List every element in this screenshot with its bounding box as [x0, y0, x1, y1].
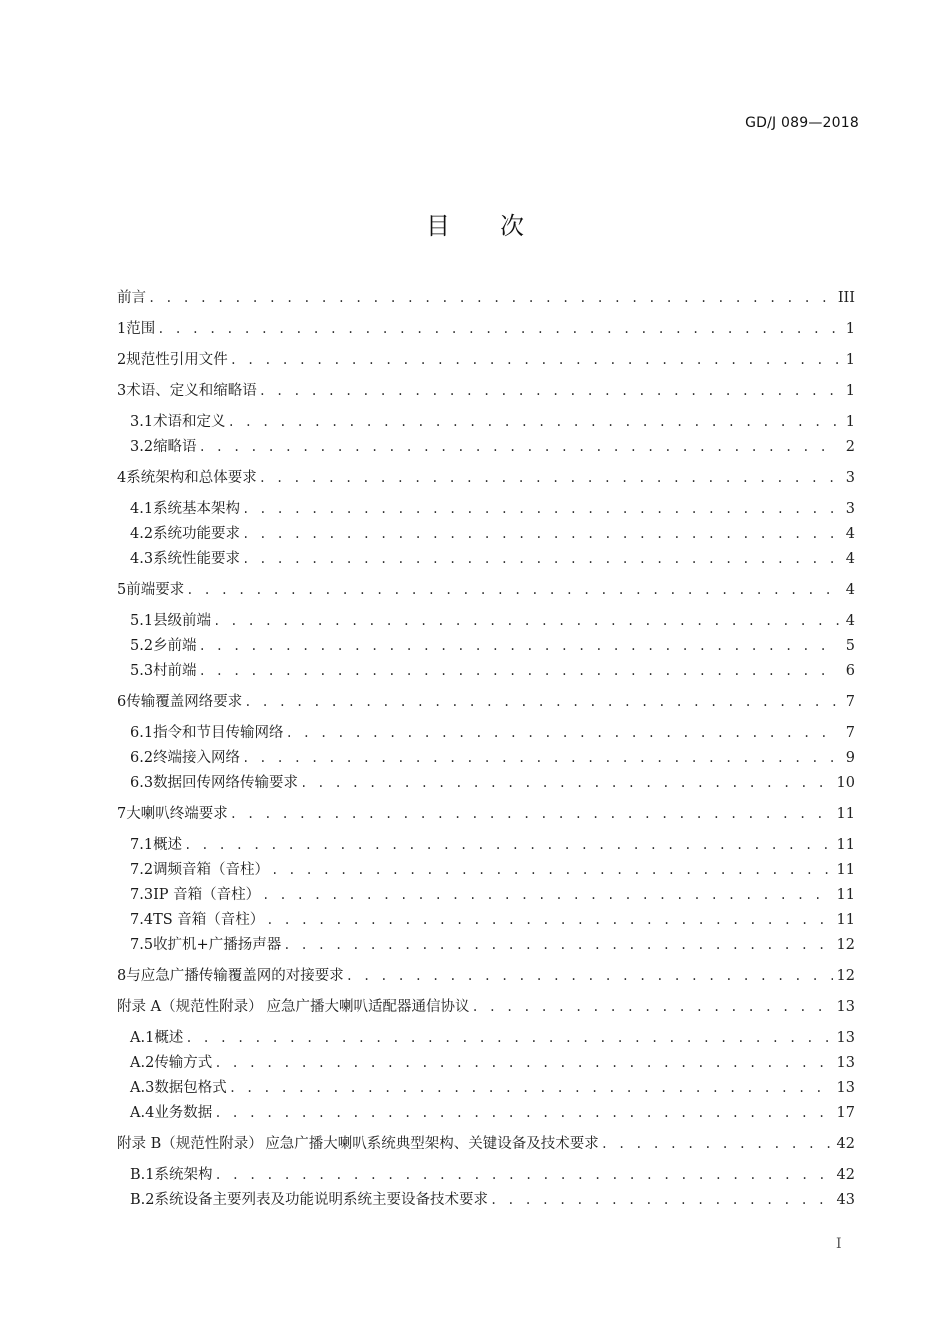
toc-entry-number: 5.1 [130, 613, 154, 629]
toc-entry-number: 5.3 [130, 663, 154, 679]
toc-entry[interactable] [130, 1077, 855, 1099]
dot-leader [228, 411, 839, 433]
toc-entry[interactable] [117, 996, 855, 1018]
toc-entry-number: 3.1 [130, 414, 154, 430]
toc-entry-page: 11 [836, 806, 855, 822]
toc-entry[interactable] [117, 1133, 855, 1155]
toc-entry[interactable] [117, 467, 855, 489]
toc-entry[interactable] [117, 803, 855, 825]
toc-entry[interactable] [130, 772, 855, 794]
dot-leader [230, 349, 839, 371]
toc-entry-title: IP 音箱（音柱） [153, 887, 261, 903]
toc-entry-page: 7 [845, 694, 855, 710]
toc-entry[interactable] [130, 1164, 855, 1186]
dot-leader [242, 523, 839, 545]
toc-entry[interactable] [130, 1052, 855, 1074]
toc-entry-page: 5 [845, 638, 855, 654]
toc-entry-title: 范围 [126, 321, 156, 337]
toc-entry[interactable] [130, 610, 855, 632]
toc-entry-page: 42 [836, 1167, 855, 1183]
toc-entry-title: 概述 [153, 837, 183, 853]
toc-entry-title: 规范性引用文件 [126, 352, 228, 368]
toc-entry-number: 1 [117, 321, 127, 337]
toc-entry-page: 11 [836, 862, 855, 878]
dot-leader [229, 1077, 833, 1099]
page-title [0, 206, 950, 241]
toc-entry-title: 传输方式 [154, 1055, 213, 1071]
toc-entry-title: 系统架构 [154, 1167, 213, 1183]
dot-leader [185, 1027, 832, 1049]
toc-entry-page: 17 [836, 1105, 855, 1121]
toc-entry-number: 4.3 [130, 551, 154, 567]
toc-entry-number: 7.3 [130, 887, 154, 903]
toc-entry-page: 1 [845, 414, 855, 430]
toc-entry-number: 6 [117, 694, 127, 710]
toc-entry-page: 11 [836, 912, 855, 928]
toc-entry[interactable] [130, 934, 855, 956]
toc-entry-title: 指令和节目传输网络 [153, 725, 284, 741]
toc-entry-title: 业务数据 [154, 1105, 213, 1121]
toc-entry-title: 术语和定义 [153, 414, 226, 430]
toc-entry-number: 6.2 [130, 750, 154, 766]
dot-leader [601, 1133, 833, 1155]
dot-leader [157, 318, 839, 340]
toc-entry-number: 5.2 [130, 638, 154, 654]
dot-leader [266, 909, 832, 931]
toc-entry[interactable] [130, 660, 855, 682]
toc-entry[interactable] [130, 884, 855, 906]
dot-leader [283, 934, 832, 956]
toc-entry-number: 附录 A（规范性附录） [117, 999, 263, 1015]
toc-entry-title: 系统架构和总体要求 [126, 470, 257, 486]
toc-entry[interactable] [130, 635, 855, 657]
toc-entry-number: 7.5 [130, 937, 154, 953]
toc-entry-page: 10 [836, 775, 855, 791]
toc-entry-title: TS 音箱（音柱） [153, 912, 265, 928]
toc-entry-page: 11 [836, 837, 855, 853]
dot-leader [199, 635, 839, 657]
toc-entry-number: 8 [117, 968, 127, 984]
toc-entry-number: 7.4 [130, 912, 154, 928]
title-char-2: 次 [500, 212, 524, 240]
dot-leader [271, 859, 832, 881]
toc-entry-title: 数据回传网络传输要求 [153, 775, 299, 791]
dot-leader [214, 1102, 832, 1124]
toc-entry-page: 4 [845, 582, 855, 598]
dot-leader [148, 287, 834, 309]
toc-entry-page: 13 [836, 1080, 855, 1096]
toc-entry-title: 大喇叭终端要求 [126, 806, 228, 822]
toc-entry-title: 系统性能要求 [153, 551, 241, 567]
toc-entry-number: 7 [117, 806, 127, 822]
toc-entry-number: B.2 [130, 1192, 155, 1208]
toc-entry-page: 2 [845, 439, 855, 455]
toc-entry-title: 收扩机+广播扬声器 [153, 937, 282, 953]
toc-entry-title: 应急广播大喇叭系统典型架构、关键设备及技术要求 [265, 1136, 599, 1152]
toc-entry[interactable] [130, 548, 855, 570]
dot-leader [472, 996, 833, 1018]
toc-entry-number: 6.3 [130, 775, 154, 791]
toc-entry-number: 6.1 [130, 725, 154, 741]
toc-entry[interactable] [130, 1189, 855, 1211]
toc-entry[interactable] [117, 318, 855, 340]
toc-entry-title: 前言 [117, 290, 146, 306]
toc-entry[interactable] [130, 1102, 855, 1124]
toc-entry-page: 12 [836, 937, 855, 953]
toc-entry-number: A.1 [130, 1030, 155, 1046]
toc-entry-number: 3.2 [130, 439, 154, 455]
toc-entry[interactable] [117, 691, 855, 713]
toc-entry-title: 村前端 [153, 663, 197, 679]
toc-entry-page: 9 [845, 750, 855, 766]
toc-entry-page: 4 [845, 526, 855, 542]
toc-entry-title: 系统设备主要列表及功能说明系统主要设备技术要求 [154, 1192, 488, 1208]
toc-entry-page: 6 [845, 663, 855, 679]
toc-entry-page: 7 [845, 725, 855, 741]
dot-leader [259, 467, 839, 489]
toc-entry-title: 前端要求 [126, 582, 185, 598]
toc-entry-title: 概述 [154, 1030, 184, 1046]
dot-leader [215, 1164, 833, 1186]
toc-entry-number: 2 [117, 352, 127, 368]
dot-leader [242, 498, 839, 520]
dot-leader [242, 548, 839, 570]
toc-entry-number: A.4 [130, 1105, 155, 1121]
dot-leader [286, 722, 839, 744]
toc-entry-page: III [837, 290, 855, 306]
toc-entry-page: 42 [836, 1136, 855, 1152]
dot-leader [259, 380, 839, 402]
toc-entry-number: 4.2 [130, 526, 154, 542]
toc-entry[interactable] [130, 436, 855, 458]
toc-entry-number: 4.1 [130, 501, 154, 517]
dot-leader [199, 436, 839, 458]
toc-entry-number: 7.1 [130, 837, 154, 853]
page-number: I [836, 1236, 842, 1252]
toc-entry-title: 缩略语 [153, 439, 197, 455]
dot-leader [213, 610, 839, 632]
toc-entry-title: 调频音箱（音柱） [153, 862, 270, 878]
toc-entry-page: 43 [836, 1192, 855, 1208]
toc-entry-page: 3 [845, 501, 855, 517]
toc-entry[interactable] [130, 747, 855, 769]
toc-entry-page: 13 [836, 999, 855, 1015]
toc-entry-title: 系统基本架构 [153, 501, 241, 517]
dot-leader [300, 772, 832, 794]
toc-entry-title: 系统功能要求 [153, 526, 241, 542]
dot-leader [186, 579, 839, 601]
toc-entry-page: 4 [845, 551, 855, 567]
toc-entry-number: 4 [117, 470, 127, 486]
standard-code: GD/J 089—2018 [745, 115, 859, 131]
toc-entry-title: 县级前端 [153, 613, 212, 629]
toc-entry-number: A.3 [130, 1080, 155, 1096]
toc-entry[interactable] [117, 380, 855, 402]
toc-entry-title: 数据包格式 [154, 1080, 227, 1096]
toc-entry-page: 3 [845, 470, 855, 486]
toc-entry[interactable] [117, 965, 855, 987]
toc-entry-page: 12 [836, 968, 855, 984]
toc-entry-page: 4 [845, 613, 855, 629]
toc-entry-number: 5 [117, 582, 127, 598]
toc-entry[interactable] [130, 1027, 855, 1049]
toc-entry[interactable] [130, 909, 855, 931]
toc-entry[interactable] [130, 834, 855, 856]
toc-entry-number: 3 [117, 383, 127, 399]
toc-entry-title: 应急广播大喇叭适配器通信协议 [266, 999, 470, 1015]
toc-entry[interactable] [130, 722, 855, 744]
toc-entry-title: 终端接入网络 [153, 750, 241, 766]
toc-entry[interactable] [117, 579, 855, 601]
dot-leader [262, 884, 832, 906]
dot-leader [184, 834, 832, 856]
toc-entry-title: 术语、定义和缩略语 [126, 383, 257, 399]
toc-entry[interactable] [117, 349, 855, 371]
toc-entry-page: 11 [836, 887, 855, 903]
toc-entry-page: 1 [845, 352, 855, 368]
toc-entry-page: 13 [836, 1030, 855, 1046]
toc-entry-page: 1 [845, 383, 855, 399]
dot-leader [230, 803, 833, 825]
toc-entry-number: A.2 [130, 1055, 155, 1071]
toc-entry-title: 乡前端 [153, 638, 197, 654]
toc-entry[interactable] [130, 411, 855, 433]
toc-entry-page: 13 [836, 1055, 855, 1071]
toc-entry-number: B.1 [130, 1167, 155, 1183]
toc-entry-title: 传输覆盖网络要求 [126, 694, 243, 710]
dot-leader [346, 965, 833, 987]
dot-leader [214, 1052, 832, 1074]
title-char-1: 目 [426, 212, 450, 240]
dot-leader [199, 660, 839, 682]
toc-entry-page: 1 [845, 321, 855, 337]
dot-leader [242, 747, 839, 769]
toc-entry[interactable] [130, 523, 855, 545]
dot-leader [244, 691, 839, 713]
toc-entry-number: 附录 B（规范性附录） [117, 1136, 263, 1152]
toc-entry[interactable] [117, 287, 855, 309]
toc-entry[interactable] [130, 859, 855, 881]
toc-entry-number: 7.2 [130, 862, 154, 878]
dot-leader [490, 1189, 833, 1211]
toc-entry[interactable] [130, 498, 855, 520]
toc-entry-title: 与应急广播传输覆盖网的对接要求 [126, 968, 344, 984]
